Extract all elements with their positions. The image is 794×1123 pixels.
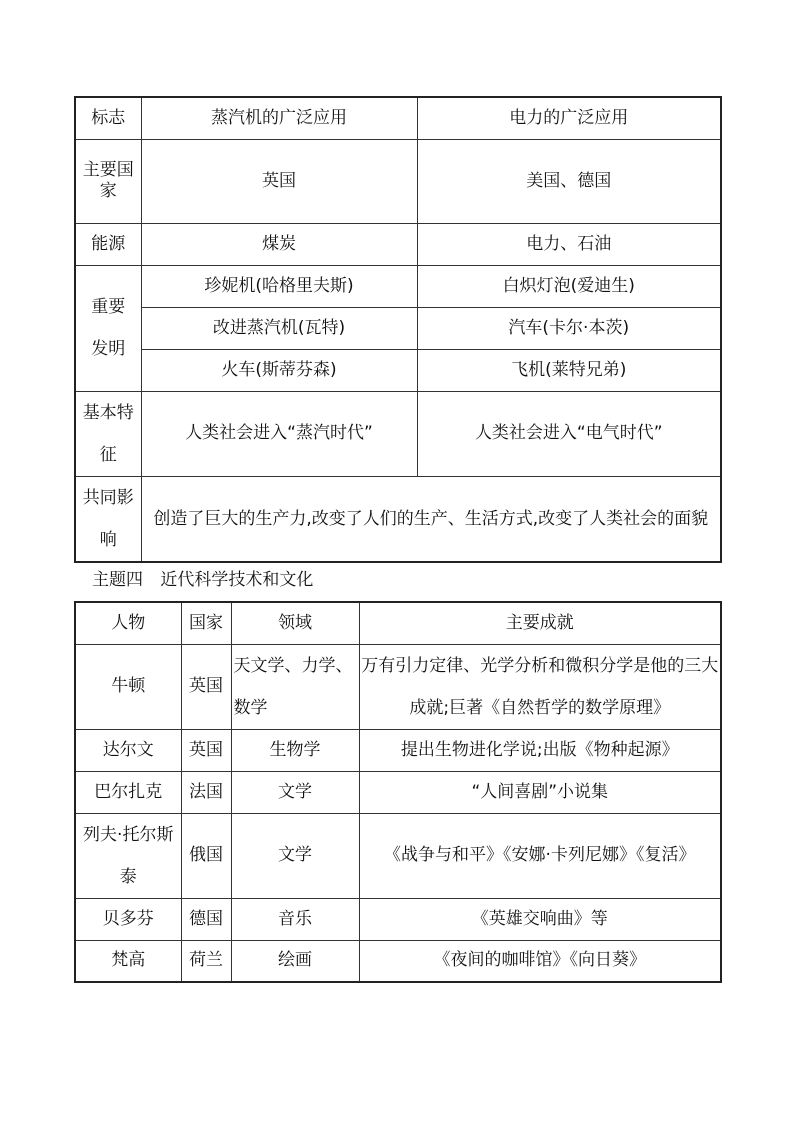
section-number: 主题四	[92, 570, 143, 590]
first-revolution-header: 蒸汽机的广泛应用	[141, 97, 417, 139]
table-row	[75, 602, 721, 644]
row-label: 共同影响	[75, 476, 141, 562]
field-cell: 文学	[231, 813, 359, 898]
table-cell: 人类社会进入“蒸汽时代”	[141, 391, 417, 476]
field-cell: 天文学、力学、数学	[231, 644, 359, 729]
country-cell: 英国	[181, 729, 231, 771]
section-title: 近代科学技术和文化	[160, 570, 314, 590]
column-header: 主要成就	[359, 602, 721, 644]
country-cell: 法国	[181, 771, 231, 813]
column-header: 人物	[75, 602, 181, 644]
table-row	[75, 391, 721, 476]
table-row	[75, 223, 721, 265]
column-header: 领域	[231, 602, 359, 644]
achievement-cell: 万有引力定律、光学分析和微积分学是他的三大成就;巨著《自然哲学的数学原理》	[359, 644, 721, 729]
country-cell: 德国	[181, 898, 231, 940]
country-cell: 英国	[181, 644, 231, 729]
table-cell: 煤炭	[141, 223, 417, 265]
industrial-revolution-table	[74, 96, 722, 563]
person-cell: 牛顿	[75, 644, 181, 729]
table-row	[75, 349, 721, 391]
table-cell: 飞机(莱特兄弟)	[417, 349, 721, 391]
person-cell: 梵高	[75, 940, 181, 982]
table-row	[75, 139, 721, 223]
table-cell: 电力、石油	[417, 223, 721, 265]
person-cell: 列夫·托尔斯泰	[75, 813, 181, 898]
table-row	[75, 940, 721, 982]
achievement-cell: 《夜间的咖啡馆》《向日葵》	[359, 940, 721, 982]
field-cell: 音乐	[231, 898, 359, 940]
table-cell: 改进蒸汽机(瓦特)	[141, 307, 417, 349]
table-cell: 火车(斯蒂芬森)	[141, 349, 417, 391]
table-row	[75, 476, 721, 562]
row-label: 标志	[75, 97, 141, 139]
achievement-cell: 《英雄交响曲》等	[359, 898, 721, 940]
second-revolution-header: 电力的广泛应用	[417, 97, 721, 139]
country-cell: 俄国	[181, 813, 231, 898]
table-row	[75, 97, 721, 139]
science-culture-table	[74, 601, 722, 983]
table-row	[75, 307, 721, 349]
table-cell: 汽车(卡尔·本茨)	[417, 307, 721, 349]
impact-text: 创造了巨大的生产力,改变了人们的生产、生活方式,改变了人类社会的面貌	[141, 476, 721, 562]
table-row	[75, 265, 721, 307]
table-row	[75, 813, 721, 898]
table-cell: 白炽灯泡(爱迪生)	[417, 265, 721, 307]
row-label: 主要国家	[75, 139, 141, 223]
row-label: 基本特征	[75, 391, 141, 476]
achievement-cell: 提出生物进化学说;出版《物种起源》	[359, 729, 721, 771]
field-cell: 绘画	[231, 940, 359, 982]
table-cell: 美国、德国	[417, 139, 721, 223]
table-row	[75, 644, 721, 729]
field-cell: 生物学	[231, 729, 359, 771]
table-row	[75, 729, 721, 771]
column-header: 国家	[181, 602, 231, 644]
country-cell: 荷兰	[181, 940, 231, 982]
person-cell: 巴尔扎克	[75, 771, 181, 813]
table-cell: 珍妮机(哈格里夫斯)	[141, 265, 417, 307]
table-row	[75, 898, 721, 940]
row-label: 能源	[75, 223, 141, 265]
field-cell: 文学	[231, 771, 359, 813]
achievement-cell: 《战争与和平》《安娜·卡列尼娜》《复活》	[359, 813, 721, 898]
person-cell: 达尔文	[75, 729, 181, 771]
row-label: 重要发明	[75, 265, 141, 391]
person-cell: 贝多芬	[75, 898, 181, 940]
achievement-cell: “人间喜剧”小说集	[359, 771, 721, 813]
table-row	[75, 771, 721, 813]
table-cell: 人类社会进入“电气时代”	[417, 391, 721, 476]
table-cell: 英国	[141, 139, 417, 223]
section-heading	[92, 568, 313, 592]
